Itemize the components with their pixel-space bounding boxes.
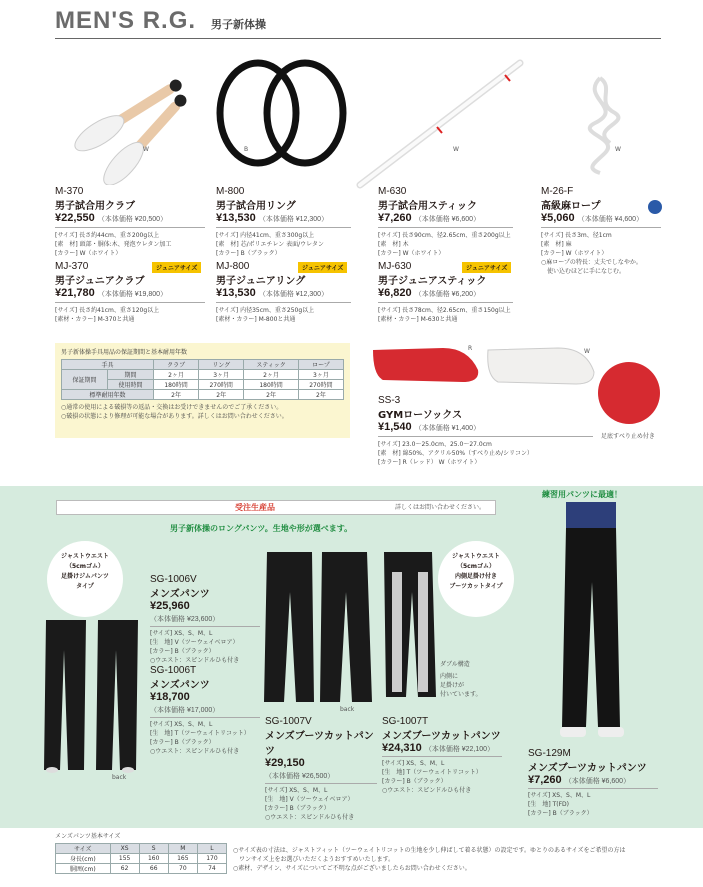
made-to-order-label: 受注生産品 <box>235 503 275 512</box>
product-price: ¥22,550 （本体価格 ¥20,500） <box>55 212 168 224</box>
header-divider <box>55 38 661 39</box>
product-mj800: MJ-800 男子ジュニアリング ¥13,530 （本体価格 ¥12,300） [サイズ] 内径35cm、重さ250g以上 [素材・カラー] M-800と共通 <box>216 261 351 324</box>
inner-stirrup-note: 内側に 足掛けが 付いています。 <box>440 673 482 698</box>
inner-stirrup-image <box>382 552 438 702</box>
product-mj370: MJ-370 男子ジュニアクラブ ¥21,780 （本体価格 ¥19,800） [サイズ] 長さ約41cm、重さ120g以上 [素材・カラー] M-370と共通 <box>55 261 205 324</box>
sg129m-tagline: 練習用パンツに最適！ <box>542 490 622 499</box>
spec-line: [素 材] 頭部・胴体:木、発泡ウレタン加工 <box>55 241 172 248</box>
clubs-image <box>55 60 205 185</box>
page-subtitle: 男子新体操 <box>211 18 266 31</box>
product-m26f: M-26-F 高級麻ロープ ¥5,060 （本体価格 ¥4,600） [サイズ] 長さ3m、径1cm [素 材] 麻 [カラー] W（ホワイト） ○麻ロープの特長：丈夫でしなやか。 使い込むほどに手になじむ。 <box>541 186 661 276</box>
product-sg1007t: SG-1007T メンズブーツカットパンツ ¥24,310 （本体価格 ¥22,100） [サイズ] XS、S、M、L [生 地] T（ツーウェイトリコット） [カラー] B（ブラック） ○ウエスト：スピンドルひも付き <box>382 716 501 794</box>
gym-pants-image <box>38 620 148 780</box>
warranty-table: 手具 クラブ リング スティック ロープ 保証期間 期間 2ヶ月 3ヶ月 2ヶ月 3ヶ月 使用時間 180時間 270時間 180時間 270時間 標準耐用年数 2年 2年 2年 2年 <box>61 359 344 400</box>
socks-white-label: W <box>584 348 590 355</box>
product-sg1007v: SG-1007V メンズブーツカットパンツ ¥29,150 （本体価格 ¥26,500） [サイズ] XS、S、M、L [生 地] V（ツーウェイベロア） [カラー] B（ブラック） ○ウエスト：スピンドルひも付き <box>265 716 377 822</box>
product-mj630: MJ-630 男子ジュニアスティック ¥6,820 （本体価格 ¥6,200） [サイズ] 長さ78cm、径2.65cm、重さ150g以上 [素材・カラー] M-630と共通 <box>378 261 513 324</box>
warranty-note: ○破損の状態により修理が可能な場合があります。詳しくはお問い合わせください。 <box>61 413 288 420</box>
double-structure-note: ダブル構造 <box>440 661 470 668</box>
page-title: MEN'S R.G. <box>55 7 197 34</box>
product-sg1006v: SG-1006V メンズパンツ ¥25,960 （本体価格 ¥23,600） [サイズ] XS、S、M、L [生 地] V（ツーウェイベロア） [カラー] B（ブラック） ○ウエスト：スピンドルひも付き <box>150 574 260 665</box>
warranty-title: 男子新体操手具用品の保証期間と基本耐用年数 <box>61 349 188 356</box>
footnotes: ○サイズ表の寸法は、ジャストフィット（ツーウェイトリコットの生地を少し伸ばして着る状態）の設定です。ゆとりのあるサイズをご希望の方は ワンサイズ上をお選びいただくようおすすめいたします。 ○素材、デザイン、サイズについてご不明な点がございましたらお問い合わせください。 <box>233 847 626 872</box>
warranty-note: ○通常の使用による破損等の返品・交換はお受けできませんのでご了承ください。 <box>61 404 283 411</box>
size-table: サイズ XS S M L 身長(cm) 155 160 165 170 胴囲(cm) 62 66 70 74 <box>55 843 227 874</box>
product-code: M-370 <box>55 186 84 197</box>
sock-sole-image <box>598 362 660 424</box>
stick-image <box>350 55 530 195</box>
size-table-title: メンズパンツ基本サイズ <box>55 833 121 840</box>
back-label: back <box>112 774 127 781</box>
spec-line: [カラー] W（ホワイト） <box>55 250 122 257</box>
pants-headline: 男子新体操のロングパンツ。生地や形が選べます。 <box>170 524 353 533</box>
banner-note: 詳しくはお問い合わせください。 <box>395 504 486 511</box>
product-m630: M-630 男子試合用スティック ¥7,260 （本体価格 ¥6,600） [サイズ] 長さ90cm、径2.65cm、重さ200g以上 [素 材] 木 [カラー] W（ホワイト） <box>378 186 513 258</box>
junior-size-badge: ジュニアサイズ <box>462 262 511 273</box>
sole-note: 足底すべり止め付き <box>601 433 655 440</box>
warranty-box <box>55 343 350 438</box>
product-sg129m: SG-129M メンズブーツカットパンツ ¥7,260 （本体価格 ¥6,600） [サイズ] XS、S、M、L [生 地] T(FD) [カラー] B（ブラック） <box>528 748 658 818</box>
product-name: 男子試合用クラブ <box>55 201 135 212</box>
sg129m-model-image <box>548 502 638 747</box>
back-label: back <box>340 706 355 713</box>
junior-size-badge: ジュニアサイズ <box>298 262 347 273</box>
product-m370 <box>55 186 205 258</box>
socks-red-label: R <box>468 345 473 352</box>
stick-color-label: W <box>453 146 459 153</box>
product-ss3: SS-3 GYMローソックス ¥1,540 （本体価格 ¥1,400） [サイズ] 23.0〜25.0cm、25.0〜27.0cm [素 材] 綿50%、アクリル50%（すべり止め/シリコン） [カラー] R（レッド） W（ホワイト） <box>378 395 593 467</box>
rope-image <box>570 68 640 178</box>
ring-color-label: B <box>244 146 249 153</box>
rope-color-label: W <box>615 146 621 153</box>
socks-image <box>368 340 598 395</box>
product-m800: M-800 男子試合用リング ¥13,530 （本体価格 ¥12,300） [サイズ] 内径41cm、重さ300g以上 [素 材] 芯/ポリエチレン 表面/ウレタン [カラー] B（ブラック） <box>216 186 351 258</box>
junior-size-badge: ジュニアサイズ <box>152 262 201 273</box>
spec-line: [サイズ] 長さ約44cm、重さ200g以上 <box>55 232 160 239</box>
product-sg1006t: SG-1006T メンズパンツ ¥18,700 （本体価格 ¥17,000） [サイズ] XS、S、M、L [生 地] T（ツーウェイトリコット） [カラー] B（ブラック） ○ウエスト：スピンドルひも付き <box>150 665 260 756</box>
rings-image <box>210 58 350 168</box>
club-color-label: W <box>143 146 149 153</box>
bootcut-pants-image <box>262 552 380 707</box>
